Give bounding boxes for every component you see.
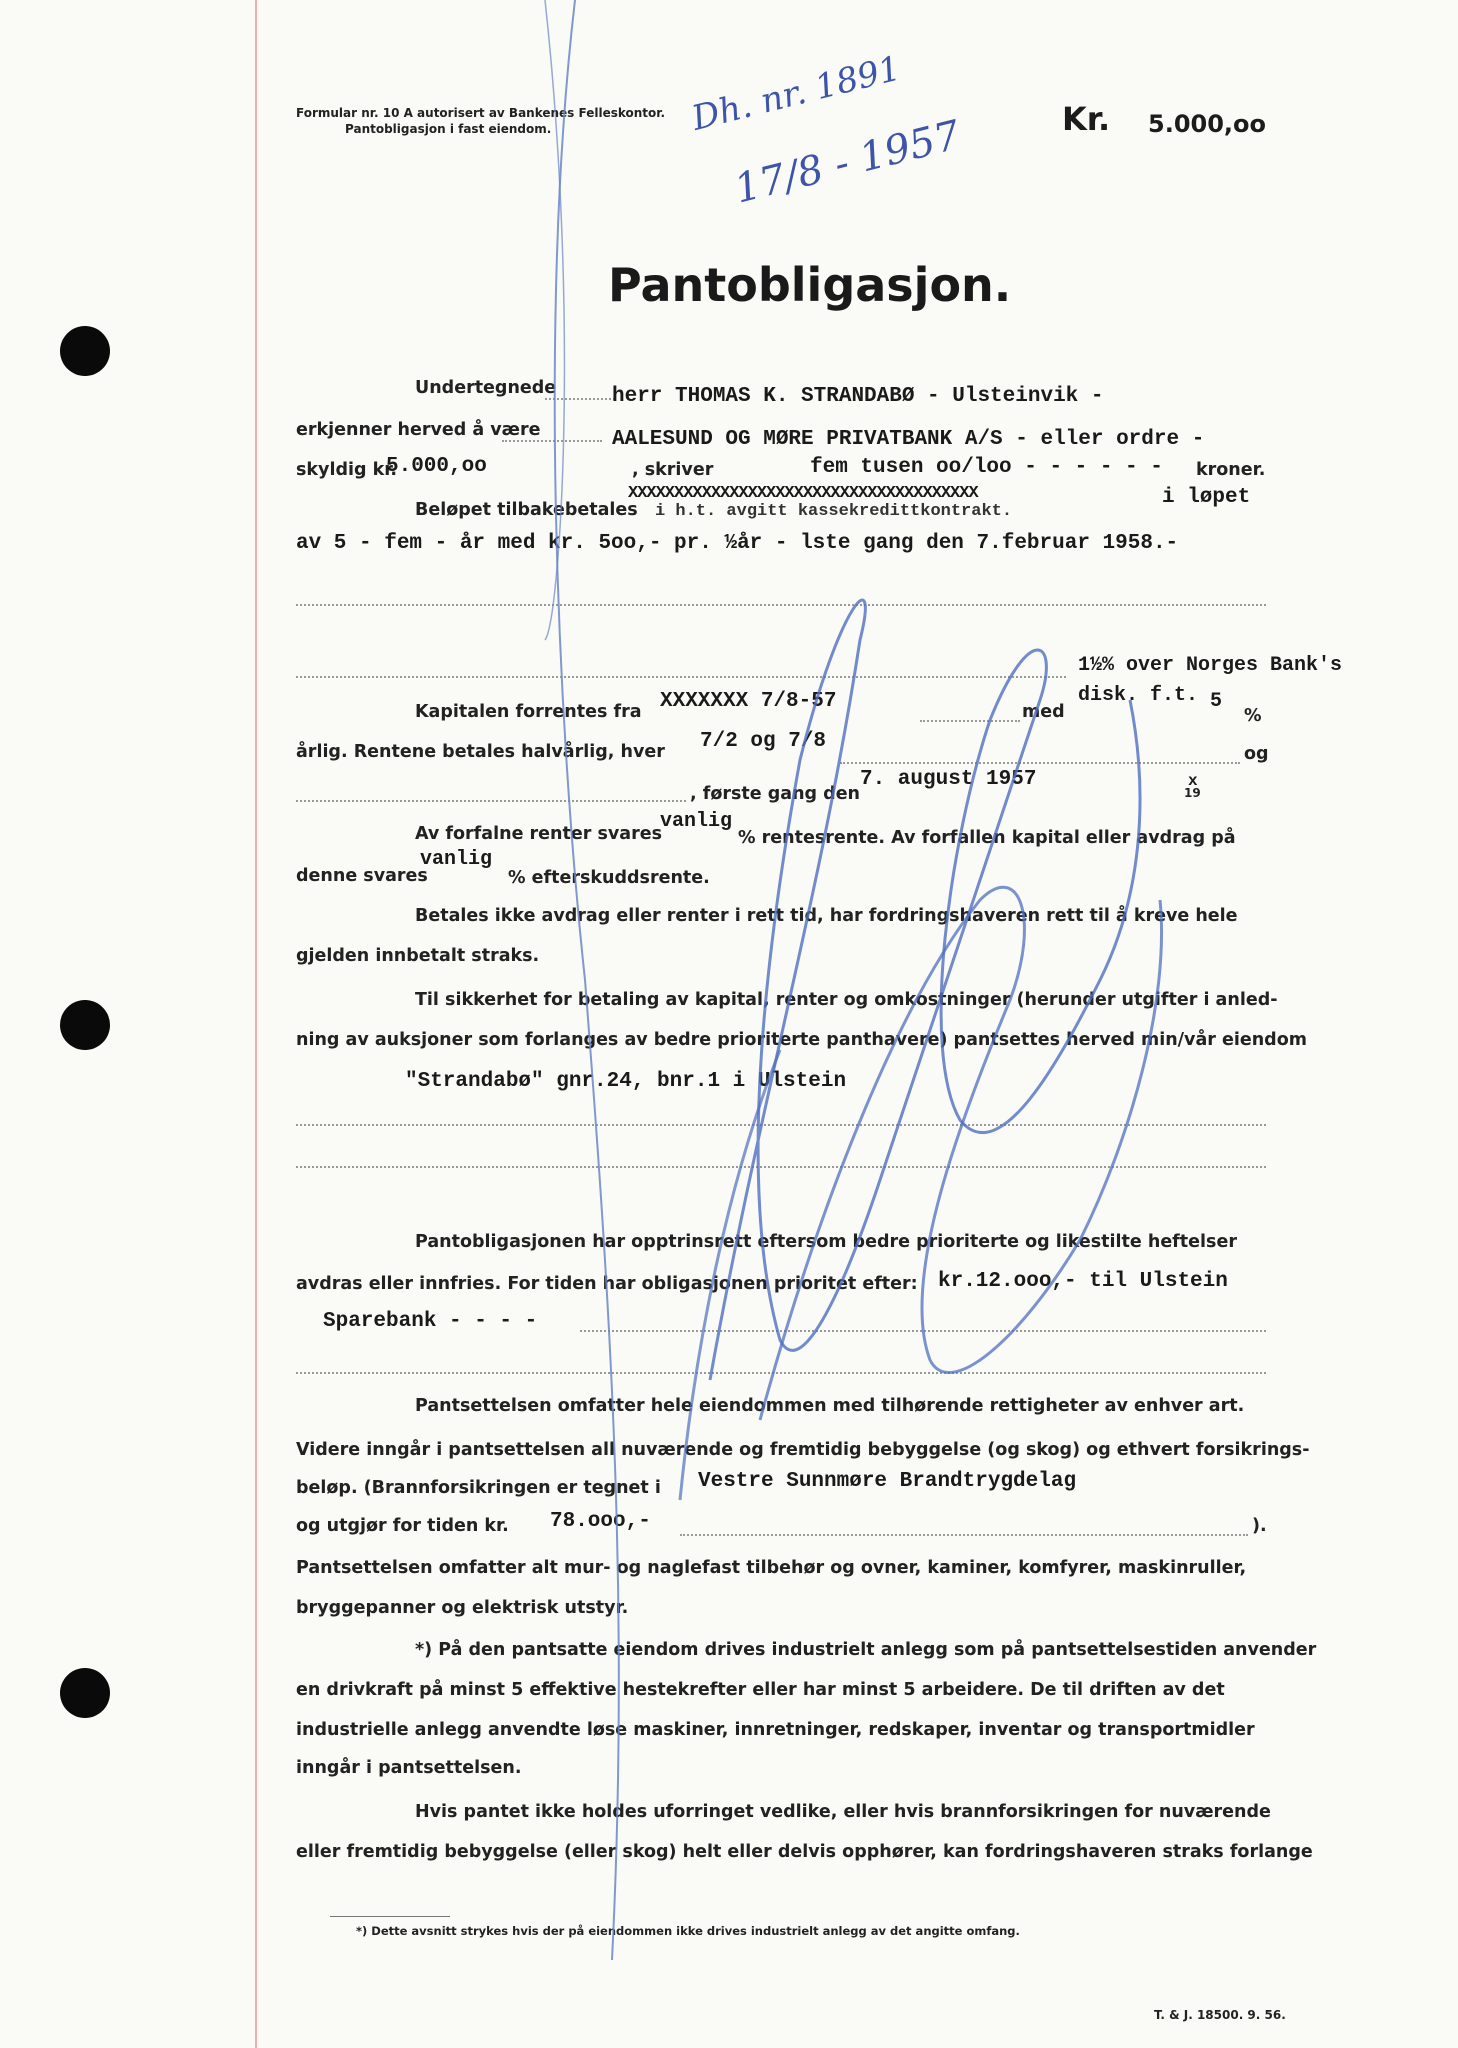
- paragraph-line: Til sikkerhet for betaling av kapital, renter og omkostninger (herunder utgifter i anled-: [415, 990, 1278, 1010]
- prior-lien-2: Sparebank - - - -: [323, 1310, 538, 1333]
- year-mark: x: [1188, 772, 1198, 790]
- year-prefix: 19: [1184, 786, 1201, 800]
- rate-note-2: disk. f.t.: [1078, 684, 1199, 707]
- kapital-label: Kapitalen forrentes fra: [415, 702, 642, 722]
- paragraph-line: ning av auksjoner som forlanges av bedre prioriterte panthavere) pantsettes herved min/vår eiendom: [296, 1030, 1307, 1050]
- paragraph-line: en drivkraft på minst 5 effektive hestekrefter eller har minst 5 arbeidere. De til driften av det: [296, 1680, 1225, 1700]
- forfalne-label: Av forfalne renter svares: [415, 824, 662, 844]
- penalty-rate-2: vanlig: [420, 848, 493, 871]
- insurer-name: Vestre Sunnmøre Brandtrygdelag: [698, 1470, 1077, 1493]
- arlig-label: årlig. Rentene betales halvårlig, hver: [296, 742, 665, 762]
- med-label: med: [1022, 702, 1065, 722]
- paragraph-line: gjelden innbetalt straks.: [296, 946, 540, 966]
- paragraph-line: avdras eller innfries. For tiden har obligasjonen prioritet efter:: [296, 1274, 918, 1294]
- paragraph-line: inngår i pantsettelsen.: [296, 1758, 522, 1778]
- creditor-name: AALESUND OG MØRE PRIVATBANK A/S - eller ordre -: [612, 428, 1205, 451]
- overtyped-contract-text: i h.t. avgitt kassekredittkontrakt.: [655, 502, 1013, 521]
- kr-amount: 5.000,oo: [1148, 110, 1267, 138]
- penalty-rate-1: vanlig: [660, 810, 733, 833]
- paragraph-line: eller fremtidig bebyggelse (eller skog) helt eller delvis opphører, kan fordringshaveren straks forlange: [296, 1842, 1313, 1862]
- rate-note-1: 1½% over Norges Bank's: [1078, 654, 1343, 677]
- forste-gang-label: , første gang den: [690, 784, 861, 804]
- handwritten-reference: Dh. nr. 1891: [688, 48, 905, 139]
- og-label: og: [1244, 744, 1269, 764]
- skyldig-label: skyldig kr.: [296, 460, 398, 480]
- paragraph-line: industrielle anlegg anvendte løse maskiner, innretninger, redskaper, inventar og transportmidler: [296, 1720, 1255, 1740]
- denne-label: denne svares: [296, 866, 428, 886]
- rate-note-3: 5: [1210, 690, 1223, 713]
- amount-words: fem tusen oo/loo - - - - - -: [810, 456, 1163, 479]
- interest-from-date: XXXXXXX 7/8-57: [660, 690, 837, 713]
- close-paren: ).: [1252, 1516, 1267, 1536]
- insured-amount: 78.ooo,-: [550, 1510, 651, 1533]
- rentesrente-label: % rentesrente. Av forfallen kapital eller avdrag på: [738, 828, 1236, 848]
- paragraph-line: bryggepanner og elektrisk utstyr.: [296, 1598, 629, 1618]
- paragraph-line: Videre inngår i pantsettelsen all nuværende og fremtidig bebyggelse (og skog) og ethvert forsikrings-: [296, 1440, 1310, 1460]
- paragraph-line: Hvis pantet ikke holdes uforringet vedlike, eller hvis brannforsikringen for nuværende: [415, 1802, 1271, 1822]
- kroner-label: kroner.: [1196, 460, 1266, 480]
- payment-dates: 7/2 og 7/8: [700, 730, 827, 753]
- skriver-label: , skriver: [632, 460, 714, 480]
- paragraph-line: Betales ikke avdrag eller renter i rett tid, har fordringshaveren rett til å kreve hele: [415, 906, 1238, 926]
- handwritten-date: 17/8 - 1957: [730, 112, 965, 213]
- utgjor-label: og utgjør for tiden kr.: [296, 1516, 509, 1536]
- form-number-line: Formular nr. 10 A autorisert av Bankenes Felleskontor.: [296, 106, 666, 120]
- paragraph-line: Pantobligasjonen har opptrinsrett eftersom bedre prioriterte og likestilte heftelser: [415, 1232, 1237, 1252]
- efterskudd-label: % efterskuddsrente.: [508, 868, 710, 888]
- undertegnede-label: Undertegnede: [415, 378, 557, 398]
- paragraph-line: beløp. (Brannforsikringen er tegnet i: [296, 1478, 661, 1498]
- first-payment-date: 7. august 1957: [860, 768, 1037, 791]
- paragraph-line: Pantsettelsen omfatter alt mur- og naglefast tilbehør og ovner, kaminer, komfyrer, maskinruller,: [296, 1558, 1247, 1578]
- amount-figures: 5.000,oo: [386, 455, 487, 478]
- property-description: "Strandabø" gnr.24, bnr.1 i Ulstein: [405, 1070, 847, 1093]
- form-type-line: Pantobligasjon i fast eiendom.: [345, 122, 552, 136]
- prior-lien-1: kr.12.ooo,- til Ulstein: [938, 1270, 1228, 1293]
- struck-out-text: XXXXXXXXXXXXXXXXXXXXXXXXXXXXXXXXXXXXXX: [628, 484, 978, 503]
- paragraph-line: Pantsettelsen omfatter hele eiendommen med tilhørende rettigheter av enhver art.: [415, 1396, 1245, 1416]
- tilbakebetales-label: Beløpet tilbakebetales: [415, 500, 638, 520]
- footnote: *) Dette avsnitt strykes hvis der på eiendommen ikke drives industrielt anlegg av det angitte omfang.: [356, 1924, 1020, 1938]
- debtor-name: herr THOMAS K. STRANDABØ - Ulsteinvik -: [612, 385, 1104, 408]
- i-lopet-text: i løpet: [1162, 486, 1251, 509]
- percent-sign: %: [1244, 706, 1262, 726]
- printer-mark: T. & J. 18500. 9. 56.: [1154, 2008, 1286, 2022]
- erkjenner-label: erkjenner herved å være: [296, 420, 541, 440]
- repayment-terms: av 5 - fem - år med kr. 5oo,- pr. ½år - lste gang den 7.februar 1958.-: [296, 532, 1179, 555]
- document-title: Pantobligasjon.: [608, 258, 1012, 312]
- paragraph-line: *) På den pantsatte eiendom drives industrielt anlegg som på pantsettelsestiden anvender: [415, 1640, 1317, 1660]
- kr-label: Kr.: [1062, 100, 1111, 138]
